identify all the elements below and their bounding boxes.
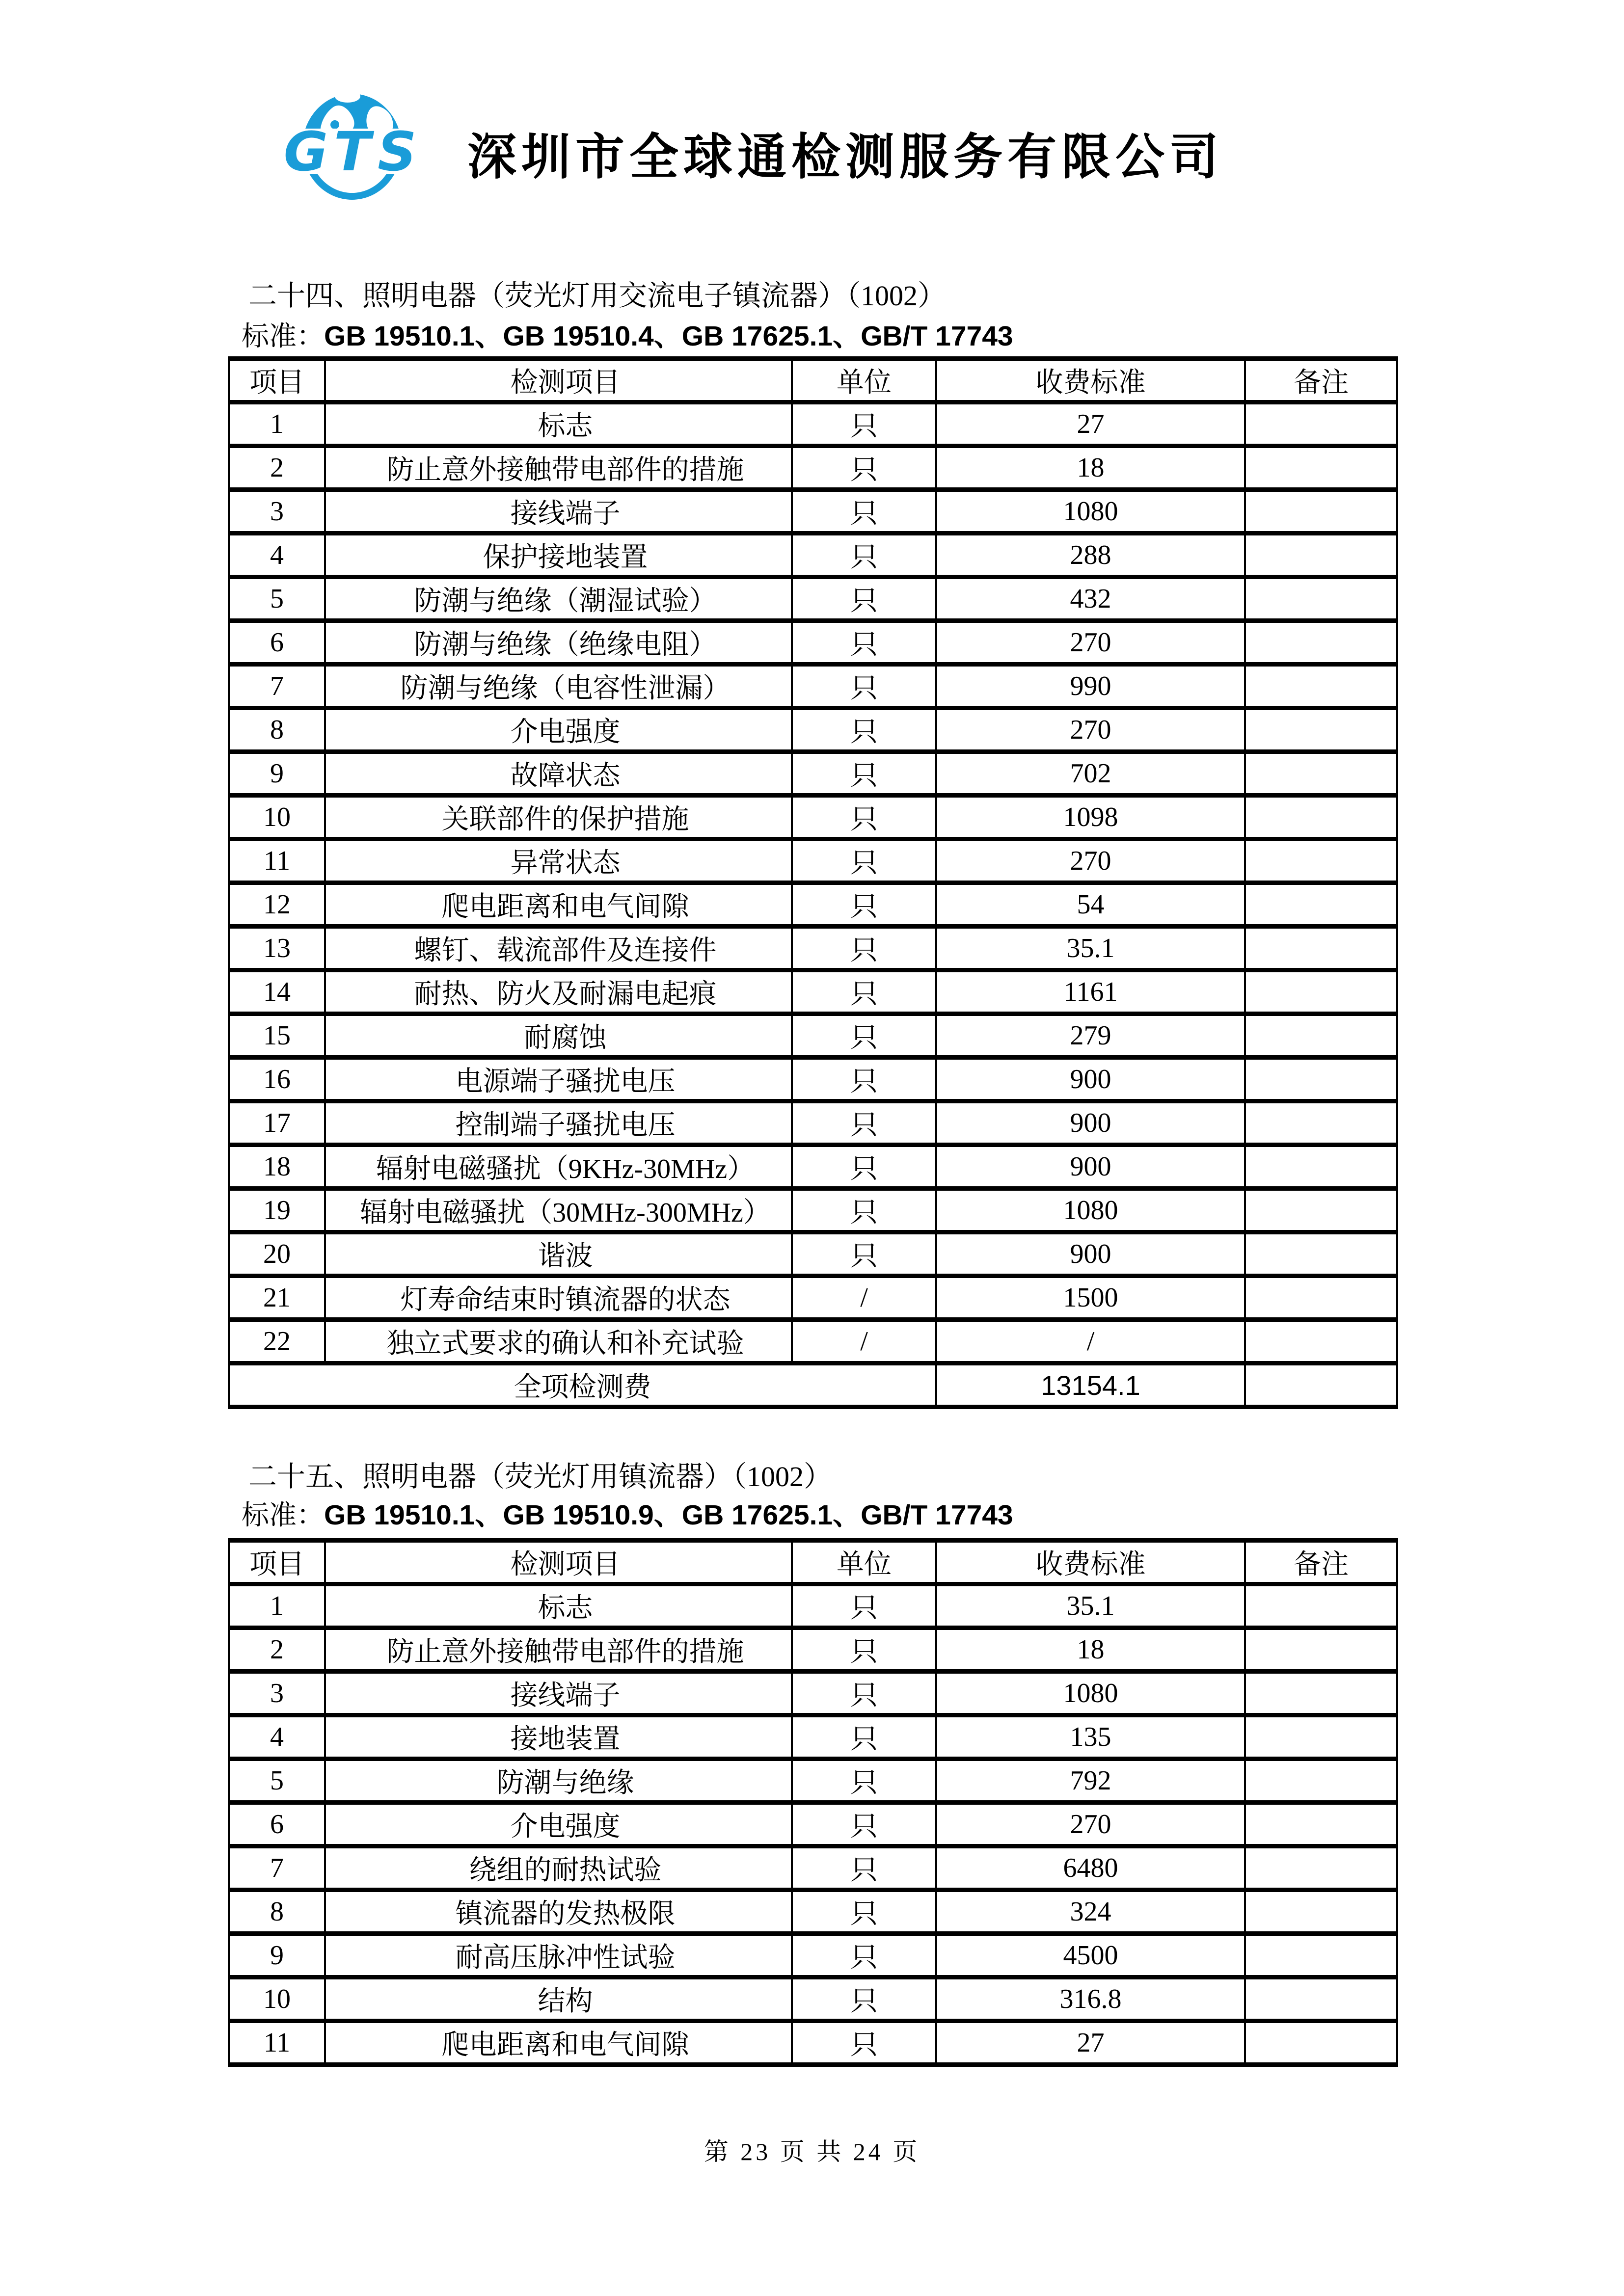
test-item-cell: 爬电距离和电气间隙 — [325, 883, 792, 927]
col-header-unit: 单位 — [792, 1541, 936, 1584]
remark-cell — [1245, 708, 1397, 752]
table-row — [229, 1628, 1397, 1672]
unit-cell: 只 — [792, 796, 936, 839]
col-header-remark: 备注 — [1245, 1541, 1397, 1584]
table-body — [229, 402, 1397, 1363]
item-no-cell: 16 — [229, 1058, 325, 1101]
fee-cell: 1080 — [936, 490, 1245, 534]
unit-cell: 只 — [792, 927, 936, 970]
col-header-test-item: 检测项目 — [325, 1541, 792, 1584]
test-item-cell: 控制端子骚扰电压 — [325, 1101, 792, 1145]
fee-cell: 1161 — [936, 970, 1245, 1014]
table-row — [229, 1715, 1397, 1759]
test-item-cell: 防潮与绝缘（潮湿试验） — [325, 577, 792, 621]
unit-cell: 只 — [792, 1584, 936, 1628]
test-item-cell: 介电强度 — [325, 708, 792, 752]
remark-cell — [1245, 1890, 1397, 1934]
item-no-cell: 3 — [229, 1672, 325, 1715]
unit-cell: 只 — [792, 402, 936, 446]
item-no-cell: 2 — [229, 1628, 325, 1672]
table-row — [229, 1934, 1397, 1977]
fee-table-section-25 — [228, 1538, 1398, 2067]
fee-cell: 6480 — [936, 1846, 1245, 1890]
remark-cell — [1245, 621, 1397, 665]
item-no-cell: 10 — [229, 796, 325, 839]
fee-cell: 35.1 — [936, 927, 1245, 970]
item-no-cell: 8 — [229, 708, 325, 752]
table-row — [229, 665, 1397, 708]
fee-cell: 35.1 — [936, 1584, 1245, 1628]
table-row — [229, 1846, 1397, 1890]
remark-cell — [1245, 752, 1397, 796]
unit-cell: 只 — [792, 1803, 936, 1846]
test-item-cell: 辐射电磁骚扰（30MHz-300MHz） — [325, 1189, 792, 1232]
fee-cell: 279 — [936, 1014, 1245, 1058]
item-no-cell: 7 — [229, 1846, 325, 1890]
remark-cell — [1245, 1101, 1397, 1145]
item-no-cell: 4 — [229, 1715, 325, 1759]
item-no-cell: 11 — [229, 839, 325, 883]
remark-cell — [1245, 883, 1397, 927]
test-item-cell: 辐射电磁骚扰（9KHz-30MHz） — [325, 1145, 792, 1189]
item-no-cell: 17 — [229, 1101, 325, 1145]
fee-cell: 324 — [936, 1890, 1245, 1934]
fee-cell: 1098 — [936, 796, 1245, 839]
col-header-fee: 收费标准 — [936, 359, 1245, 402]
item-no-cell: 4 — [229, 534, 325, 577]
unit-cell: / — [792, 1276, 936, 1320]
item-no-cell: 5 — [229, 577, 325, 621]
item-no-cell: 9 — [229, 752, 325, 796]
fee-cell: 990 — [936, 665, 1245, 708]
test-item-cell: 结构 — [325, 1977, 792, 2021]
col-header-remark: 备注 — [1245, 359, 1397, 402]
remark-cell — [1245, 1276, 1397, 1320]
fee-cell: 316.8 — [936, 1977, 1245, 2021]
fee-cell: 27 — [936, 2021, 1245, 2065]
test-item-cell: 耐高压脉冲性试验 — [325, 1934, 792, 1977]
item-no-cell: 1 — [229, 1584, 325, 1628]
fee-cell: 432 — [936, 577, 1245, 621]
total-remark-cell — [1245, 1363, 1397, 1407]
fee-cell: 270 — [936, 839, 1245, 883]
test-item-cell: 电源端子骚扰电压 — [325, 1058, 792, 1101]
table-body — [229, 1584, 1397, 2065]
standards-values: GB 19510.1、GB 19510.4、GB 17625.1、GB/T 17743 — [324, 320, 1013, 352]
total-value-cell: 13154.1 — [936, 1363, 1245, 1407]
table-row — [229, 2021, 1397, 2065]
unit-cell: 只 — [792, 665, 936, 708]
fee-table-section-24 — [228, 356, 1398, 1409]
table-row — [229, 1803, 1397, 1846]
item-no-cell: 11 — [229, 2021, 325, 2065]
unit-cell: 只 — [792, 708, 936, 752]
remark-cell — [1245, 665, 1397, 708]
item-no-cell: 18 — [229, 1145, 325, 1189]
test-item-cell: 故障状态 — [325, 752, 792, 796]
unit-cell: 只 — [792, 752, 936, 796]
test-item-cell: 镇流器的发热极限 — [325, 1890, 792, 1934]
item-no-cell: 7 — [229, 665, 325, 708]
table-row — [229, 752, 1397, 796]
remark-cell — [1245, 1320, 1397, 1363]
table-row — [229, 490, 1397, 534]
item-no-cell: 10 — [229, 1977, 325, 2021]
item-no-cell: 3 — [229, 490, 325, 534]
test-item-cell: 耐腐蚀 — [325, 1014, 792, 1058]
remark-cell — [1245, 1145, 1397, 1189]
company-name: 深圳市全球通检测服务有限公司 — [467, 130, 1223, 185]
test-item-cell: 螺钉、载流部件及连接件 — [325, 927, 792, 970]
item-no-cell: 22 — [229, 1320, 325, 1363]
col-header-fee: 收费标准 — [936, 1541, 1245, 1584]
unit-cell: 只 — [792, 1977, 936, 2021]
test-item-cell: 防潮与绝缘（绝缘电阻） — [325, 621, 792, 665]
item-no-cell: 19 — [229, 1189, 325, 1232]
table-row — [229, 1014, 1397, 1058]
col-header-unit: 单位 — [792, 359, 936, 402]
remark-cell — [1245, 1628, 1397, 1672]
section-24-standards — [242, 321, 1013, 352]
table-row — [229, 1584, 1397, 1628]
item-no-cell: 2 — [229, 446, 325, 490]
remark-cell — [1245, 1715, 1397, 1759]
test-item-cell: 灯寿命结束时镇流器的状态 — [325, 1276, 792, 1320]
remark-cell — [1245, 1803, 1397, 1846]
fee-cell: 270 — [936, 1803, 1245, 1846]
standards-label: 标准： — [242, 321, 324, 352]
unit-cell: 只 — [792, 621, 936, 665]
remark-cell — [1245, 839, 1397, 883]
unit-cell: 只 — [792, 1101, 936, 1145]
test-item-cell: 接线端子 — [325, 490, 792, 534]
remark-cell — [1245, 1232, 1397, 1276]
section-25-title: 二十五、照明电器（荧光灯用镇流器）（1002） — [248, 1461, 833, 1493]
item-no-cell: 9 — [229, 1934, 325, 1977]
test-item-cell: 保护接地装置 — [325, 534, 792, 577]
fee-cell: 900 — [936, 1232, 1245, 1276]
table-row — [229, 446, 1397, 490]
fee-cell: 1080 — [936, 1672, 1245, 1715]
fee-cell: 792 — [936, 1759, 1245, 1803]
remark-cell — [1245, 1189, 1397, 1232]
unit-cell: 只 — [792, 1232, 936, 1276]
table-row — [229, 1890, 1397, 1934]
item-no-cell: 6 — [229, 1803, 325, 1846]
gts-globe-icon — [274, 89, 433, 209]
test-item-cell: 接地装置 — [325, 1715, 792, 1759]
fee-cell: 18 — [936, 1628, 1245, 1672]
unit-cell: 只 — [792, 1846, 936, 1890]
remark-cell — [1245, 1584, 1397, 1628]
fee-cell: 900 — [936, 1101, 1245, 1145]
table-row — [229, 796, 1397, 839]
unit-cell: 只 — [792, 883, 936, 927]
remark-cell — [1245, 1014, 1397, 1058]
remark-cell — [1245, 1977, 1397, 2021]
fee-cell: 18 — [936, 446, 1245, 490]
remark-cell — [1245, 1759, 1397, 1803]
remark-cell — [1245, 490, 1397, 534]
standards-values: GB 19510.1、GB 19510.9、GB 17625.1、GB/T 17743 — [324, 1499, 1013, 1531]
unit-cell: 只 — [792, 1759, 936, 1803]
fee-cell: 4500 — [936, 1934, 1245, 1977]
fee-cell: 1500 — [936, 1276, 1245, 1320]
remark-cell — [1245, 1672, 1397, 1715]
remark-cell — [1245, 534, 1397, 577]
test-item-cell: 耐热、防火及耐漏电起痕 — [325, 970, 792, 1014]
table-row — [229, 1101, 1397, 1145]
remark-cell — [1245, 796, 1397, 839]
test-item-cell: 绕组的耐热试验 — [325, 1846, 792, 1890]
section-25-standards — [242, 1500, 1013, 1531]
item-no-cell: 15 — [229, 1014, 325, 1058]
test-item-cell: 独立式要求的确认和补充试验 — [325, 1320, 792, 1363]
unit-cell: 只 — [792, 839, 936, 883]
unit-cell: / — [792, 1320, 936, 1363]
test-item-cell: 介电强度 — [325, 1803, 792, 1846]
unit-cell: 只 — [792, 1890, 936, 1934]
table-row — [229, 1320, 1397, 1363]
fee-cell: 900 — [936, 1058, 1245, 1101]
fee-cell: 270 — [936, 708, 1245, 752]
fee-cell: 27 — [936, 402, 1245, 446]
logo-text: GTS — [283, 120, 424, 183]
unit-cell: 只 — [792, 1189, 936, 1232]
table-row — [229, 970, 1397, 1014]
table-row — [229, 534, 1397, 577]
test-item-cell: 爬电距离和电气间隙 — [325, 2021, 792, 2065]
page-number-footer: 第 23 页 共 24 页 — [704, 2138, 920, 2165]
table-row — [229, 1977, 1397, 2021]
table-row — [229, 927, 1397, 970]
unit-cell: 只 — [792, 1058, 936, 1101]
test-item-cell: 标志 — [325, 402, 792, 446]
item-no-cell: 1 — [229, 402, 325, 446]
unit-cell: 只 — [792, 1014, 936, 1058]
section-24-title: 二十四、照明电器（荧光灯用交流电子镇流器）（1002） — [248, 280, 947, 312]
item-no-cell: 6 — [229, 621, 325, 665]
table-row — [229, 402, 1397, 446]
fee-cell: 54 — [936, 883, 1245, 927]
remark-cell — [1245, 402, 1397, 446]
unit-cell: 只 — [792, 577, 936, 621]
fee-cell: 288 — [936, 534, 1245, 577]
unit-cell: 只 — [792, 534, 936, 577]
unit-cell: 只 — [792, 1715, 936, 1759]
standards-label: 标准： — [242, 1500, 324, 1531]
col-header-item-no: 项目 — [229, 359, 325, 402]
table-row — [229, 621, 1397, 665]
total-row — [229, 1363, 1397, 1407]
test-item-cell: 异常状态 — [325, 839, 792, 883]
remark-cell — [1245, 927, 1397, 970]
unit-cell: 只 — [792, 446, 936, 490]
table-header-row — [229, 359, 1397, 402]
item-no-cell: 5 — [229, 1759, 325, 1803]
fee-cell: 900 — [936, 1145, 1245, 1189]
fee-cell: 1080 — [936, 1189, 1245, 1232]
unit-cell: 只 — [792, 490, 936, 534]
unit-cell: 只 — [792, 1628, 936, 1672]
table-row — [229, 577, 1397, 621]
remark-cell — [1245, 446, 1397, 490]
item-no-cell: 20 — [229, 1232, 325, 1276]
unit-cell: 只 — [792, 970, 936, 1014]
test-item-cell: 接线端子 — [325, 1672, 792, 1715]
remark-cell — [1245, 970, 1397, 1014]
table-row — [229, 1276, 1397, 1320]
test-item-cell: 防止意外接触带电部件的措施 — [325, 1628, 792, 1672]
table-row — [229, 1189, 1397, 1232]
col-header-test-item: 检测项目 — [325, 359, 792, 402]
table-row — [229, 1145, 1397, 1189]
col-header-item-no: 项目 — [229, 1541, 325, 1584]
remark-cell — [1245, 577, 1397, 621]
company-logo — [274, 89, 433, 209]
table-row — [229, 1672, 1397, 1715]
fee-cell: 135 — [936, 1715, 1245, 1759]
fee-cell: 270 — [936, 621, 1245, 665]
table-row — [229, 1232, 1397, 1276]
test-item-cell: 谐波 — [325, 1232, 792, 1276]
remark-cell — [1245, 1058, 1397, 1101]
remark-cell — [1245, 2021, 1397, 2065]
table-row — [229, 1759, 1397, 1803]
unit-cell: 只 — [792, 1672, 936, 1715]
fee-cell: / — [936, 1320, 1245, 1363]
remark-cell — [1245, 1846, 1397, 1890]
fee-cell: 702 — [936, 752, 1245, 796]
table-header-row — [229, 1541, 1397, 1584]
item-no-cell: 8 — [229, 1890, 325, 1934]
test-item-cell: 防潮与绝缘（电容性泄漏） — [325, 665, 792, 708]
unit-cell: 只 — [792, 2021, 936, 2065]
total-label-cell: 全项检测费 — [229, 1363, 936, 1407]
unit-cell: 只 — [792, 1934, 936, 1977]
table-row — [229, 883, 1397, 927]
test-item-cell: 标志 — [325, 1584, 792, 1628]
table-row — [229, 1058, 1397, 1101]
unit-cell: 只 — [792, 1145, 936, 1189]
table-row — [229, 708, 1397, 752]
item-no-cell: 13 — [229, 927, 325, 970]
remark-cell — [1245, 1934, 1397, 1977]
test-item-cell: 防潮与绝缘 — [325, 1759, 792, 1803]
item-no-cell: 12 — [229, 883, 325, 927]
table-row — [229, 839, 1397, 883]
test-item-cell: 关联部件的保护措施 — [325, 796, 792, 839]
item-no-cell: 14 — [229, 970, 325, 1014]
item-no-cell: 21 — [229, 1276, 325, 1320]
test-item-cell: 防止意外接触带电部件的措施 — [325, 446, 792, 490]
